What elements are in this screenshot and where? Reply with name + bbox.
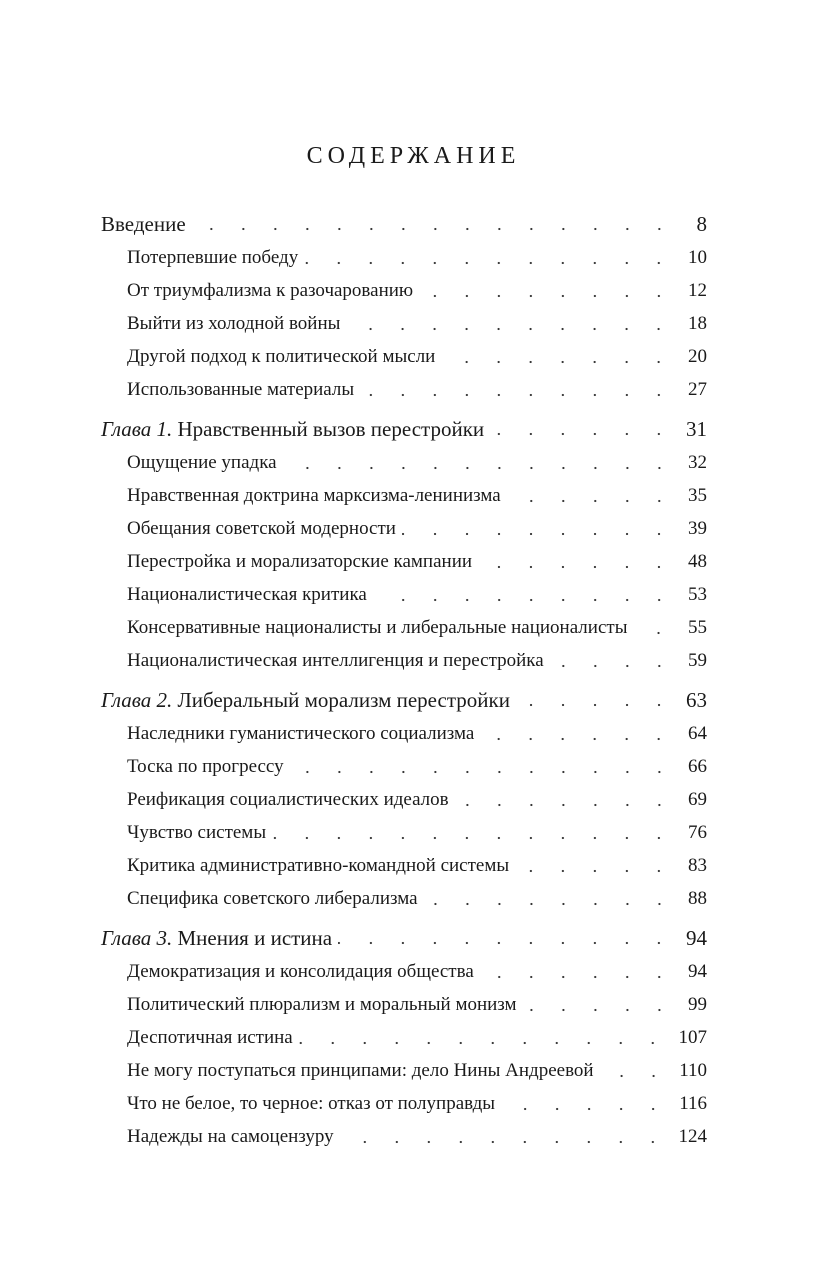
dot-leader [402,532,675,536]
entry-label [127,750,290,783]
dot-leader [299,1041,669,1045]
page-number: 66 [688,756,707,777]
toc-section-entry[interactable] [101,274,707,307]
page-number: 18 [688,313,707,334]
entry-label [127,955,480,988]
toc-section-entry[interactable] [101,644,707,677]
entry-title: Консервативные националисты и либеральные националисты [127,617,628,638]
entry-title: Критика административно-командной системы [127,855,510,876]
entry-title: Не могу поступаться принципами: дело Нины Андреевой [127,1060,594,1081]
page-number: 88 [688,888,707,909]
toc-section-entry[interactable] [101,578,707,611]
page-number: 94 [688,961,707,982]
entry-label [127,717,480,750]
toc-section-entry[interactable] [101,611,707,644]
toc-section-entry[interactable] [101,479,707,512]
dot-leader [419,294,675,298]
entry-label [127,1120,340,1153]
page-number: 39 [688,518,707,539]
dot-leader [304,261,675,265]
entry-label [127,988,523,1021]
entry-title: Наследники гуманистического социализма [127,723,475,744]
toc-section-entry[interactable] [101,882,707,915]
toc-section-entry[interactable] [101,340,707,373]
entry-label [127,578,373,611]
entry-title: Введение [101,212,186,236]
dot-leader [338,941,675,945]
dot-leader [480,737,675,741]
dot-leader [340,1140,669,1144]
dot-leader [600,1074,670,1078]
toc-section-entry[interactable] [101,783,707,816]
toc-section-entry[interactable] [101,750,707,783]
page-number: 69 [688,789,707,810]
entry-label [127,882,424,915]
page-number: 10 [688,247,707,268]
toc-chapter-entry[interactable] [101,412,707,446]
entry-title: Использованные материалы [127,379,355,400]
page-number: 59 [688,650,707,671]
page-number: 20 [688,346,707,367]
dot-leader [455,803,675,807]
entry-title: Политический плюрализм и моральный монизм [127,994,517,1015]
page-number: 124 [678,1126,707,1147]
entry-label [127,816,272,849]
chapter-prefix: Глава 2. [101,688,173,712]
entry-title: Реификация социалистических идеалов [127,789,449,810]
dot-leader [346,327,675,331]
toc-section-entry[interactable] [101,446,707,479]
toc-section-entry[interactable] [101,955,707,988]
entry-label [127,446,283,479]
chapter-prefix: Глава 3. [101,926,173,950]
toc-section-entry[interactable] [101,1021,707,1054]
toc-section-entry[interactable] [101,512,707,545]
dot-leader [290,770,675,774]
entry-label [127,373,360,406]
toc-section-entry[interactable] [101,545,707,578]
entry-label [101,412,490,446]
dot-leader [360,393,675,397]
page-number: 99 [688,994,707,1015]
entry-title: Ощущение упадка [127,452,277,473]
entry-label [127,1054,600,1087]
toc-section-entry[interactable] [101,816,707,849]
dot-leader [515,869,675,873]
entry-label [127,241,304,274]
page-number: 48 [688,551,707,572]
page-number: 31 [686,417,707,441]
dot-leader [192,227,675,231]
dot-leader [550,664,675,668]
table-of-contents [101,207,707,1153]
entry-title: Тоска по прогрессу [127,756,284,777]
entry-label [127,1021,299,1054]
page-number: 116 [679,1093,707,1114]
dot-leader [516,703,675,707]
entry-title: Нравственный вызов перестройки [177,417,485,441]
page-number: 76 [688,822,707,843]
entry-title: Националистическая критика [127,584,367,605]
page-number: 83 [688,855,707,876]
dot-leader [480,975,675,979]
entry-title: Мнения и истина [177,926,333,950]
toc-section-entry[interactable] [101,717,707,750]
dot-leader [501,1107,669,1111]
entry-title: Другой подход к политической мысли [127,346,436,367]
toc-section-entry[interactable] [101,988,707,1021]
dot-leader [441,360,675,364]
entry-label [127,274,419,307]
dot-leader [283,466,675,470]
entry-title: Что не белое, то черное: отказ от полуправды [127,1093,496,1114]
toc-chapter-entry[interactable] [101,683,707,717]
entry-title: Обещания советской модерности [127,518,396,539]
toc-section-entry[interactable] [101,1054,707,1087]
dot-leader [633,631,675,635]
entry-label [101,683,516,717]
entry-label [127,644,550,677]
page-number: 55 [688,617,707,638]
toc-section-entry[interactable] [101,1087,707,1120]
entry-label [127,512,402,545]
entry-title: Либеральный морализм перестройки [177,688,510,712]
dot-leader [424,902,675,906]
page-number: 53 [688,584,707,605]
page-number: 63 [686,688,707,712]
page-number: 32 [688,452,707,473]
dot-leader [490,432,675,436]
page-number: 27 [688,379,707,400]
toc-section-entry[interactable] [101,1120,707,1153]
entry-title: Надежды на самоцензуру [127,1126,334,1147]
page-number: 12 [688,280,707,301]
entry-label [127,611,633,644]
toc-chapter-entry[interactable] [101,207,707,241]
toc-section-entry[interactable] [101,307,707,340]
entry-title: Националистическая интеллигенция и перестройка [127,650,544,671]
entry-label [127,340,441,373]
toc-chapter-entry[interactable] [101,921,707,955]
entry-label [127,1087,501,1120]
entry-label [101,207,192,241]
toc-section-entry[interactable] [101,373,707,406]
page-title: СОДЕРЖАНИЕ [306,143,521,169]
entry-label [127,545,478,578]
page-number: 110 [679,1060,707,1081]
entry-title: Демократизация и консолидация общества [127,961,474,982]
entry-label [127,849,515,882]
page-number: 8 [696,212,707,236]
dot-leader [272,836,675,840]
page-number: 94 [686,926,707,950]
entry-title: Деспотичная истина [127,1027,293,1048]
entry-title: Нравственная доктрина марксизма-ленинизма [127,485,501,506]
entry-label [101,921,338,955]
page-number: 64 [688,723,707,744]
entry-title: От триумфализма к разочарованию [127,280,414,301]
toc-section-entry[interactable] [101,241,707,274]
dot-leader [523,1008,675,1012]
entry-title: Специфика советского либерализма [127,888,418,909]
dot-leader [507,499,675,503]
entry-label [127,307,346,340]
dot-leader [373,598,675,602]
toc-section-entry[interactable] [101,849,707,882]
page-number: 35 [688,485,707,506]
entry-label [127,783,455,816]
page-number: 107 [678,1027,707,1048]
dot-leader [478,565,675,569]
entry-title: Чувство системы [127,822,267,843]
entry-label [127,479,507,512]
entry-title: Выйти из холодной войны [127,313,341,334]
entry-title: Потерпевшие победу [127,247,299,268]
chapter-prefix: Глава 1. [101,417,173,441]
entry-title: Перестройка и морализаторские кампании [127,551,473,572]
